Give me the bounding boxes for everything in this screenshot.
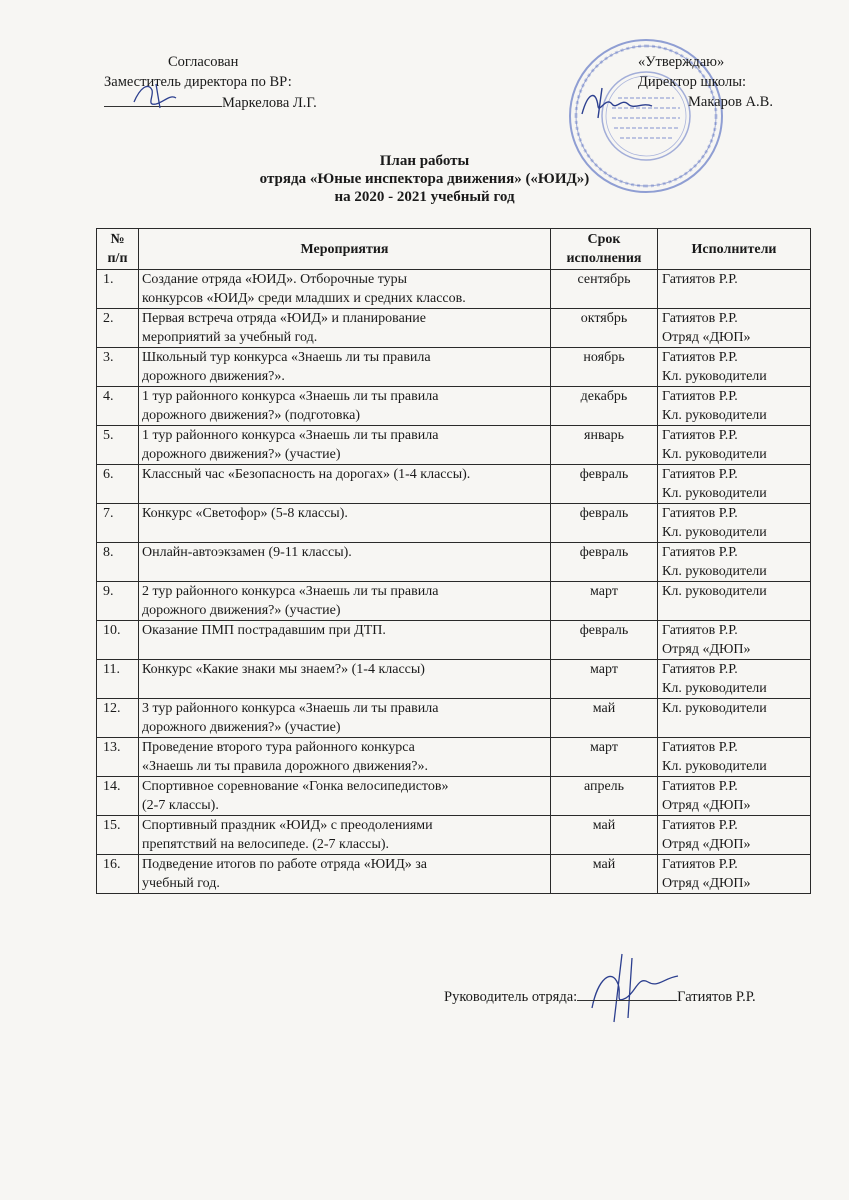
title-line-1: План работы [379, 153, 470, 169]
row-term: февраль [551, 543, 658, 582]
row-executor-line-1: Гатиятов Р.Р. [662, 818, 738, 833]
row-event-line-1: Школьный тур конкурса «Знаешь ли ты правила [142, 350, 431, 365]
row-term: сентябрь [551, 270, 658, 309]
document-title [0, 152, 849, 206]
row-executor-line-2: Кл. руководители [662, 369, 767, 384]
row-term: май [551, 699, 658, 738]
row-executors [658, 387, 811, 426]
row-executor-line-1: Гатиятов Р.Р. [662, 428, 738, 443]
row-executors [658, 504, 811, 543]
row-executors [658, 855, 811, 894]
table-row [97, 348, 811, 387]
row-event [139, 660, 551, 699]
row-event [139, 348, 551, 387]
row-event-line-2: препятствий на велосипеде. (2-7 классы). [142, 837, 390, 852]
row-number: 15. [97, 816, 139, 855]
row-event-line-1: Спортивное соревнование «Гонка велосипедистов» [142, 779, 449, 794]
row-event-line-1: Оказание ПМП пострадавшим при ДТП. [142, 623, 386, 638]
row-event-line-2: дорожного движения?». [142, 369, 285, 384]
row-event-line-1: Конкурс «Какие знаки мы знаем?» (1-4 классы) [142, 662, 425, 677]
row-term: декабрь [551, 387, 658, 426]
row-executors [658, 738, 811, 777]
row-number: 10. [97, 621, 139, 660]
row-event-line-2: «Знаешь ли ты правила дорожного движения?». [142, 759, 429, 774]
row-event-line-1: 3 тур районного конкурса «Знаешь ли ты правила [142, 701, 439, 716]
row-executor-line-1: Кл. руководители [662, 584, 767, 599]
row-executor-line-2: Отряд «ДЮП» [662, 330, 751, 345]
row-executors [658, 543, 811, 582]
row-number: 7. [97, 504, 139, 543]
row-term: май [551, 855, 658, 894]
row-event [139, 621, 551, 660]
row-number: 3. [97, 348, 139, 387]
row-event [139, 816, 551, 855]
row-event-line-1: Создание отряда «ЮИД». Отборочные туры [142, 272, 408, 287]
row-event-line-2: конкурсов «ЮИД» среди младших и средних классов. [142, 291, 466, 306]
row-executor-line-2: Кл. руководители [662, 681, 767, 696]
row-executor-line-1: Гатиятов Р.Р. [662, 740, 738, 755]
row-term: март [551, 660, 658, 699]
table-row [97, 816, 811, 855]
row-executor-line-2: Отряд «ДЮП» [662, 876, 751, 891]
table-row [97, 543, 811, 582]
table-row [97, 387, 811, 426]
row-number: 1. [97, 270, 139, 309]
row-event-line-1: 1 тур районного конкурса «Знаешь ли ты правила [142, 428, 439, 443]
row-term: март [551, 738, 658, 777]
header-event: Мероприятия [139, 229, 551, 270]
row-event [139, 387, 551, 426]
row-executor-line-2: Отряд «ДЮП» [662, 798, 751, 813]
row-executor-line-1: Гатиятов Р.Р. [662, 506, 738, 521]
table-row [97, 621, 811, 660]
footer-signer: Гатиятов Р.Р. [677, 989, 756, 1005]
row-event-line-1: Классный час «Безопасность на дорогах» (1-4 классы). [142, 467, 471, 482]
row-event [139, 504, 551, 543]
row-executor-line-2: Кл. руководители [662, 759, 767, 774]
header-term: Срок исполнения [551, 229, 658, 270]
row-event-line-2: дорожного движения?» (участие) [142, 447, 341, 462]
approval-right-block [638, 52, 773, 112]
row-event-line-2: дорожного движения?» (участие) [142, 720, 341, 735]
row-term: февраль [551, 465, 658, 504]
row-executor-line-1: Гатиятов Р.Р. [662, 623, 738, 638]
table-body [97, 270, 811, 894]
row-executors [658, 777, 811, 816]
approval-left-position: Заместитель директора по ВР: [104, 74, 292, 90]
row-event [139, 582, 551, 621]
row-executor-line-1: Гатиятов Р.Р. [662, 311, 738, 326]
row-event-line-2: мероприятий за учебный год. [142, 330, 318, 345]
row-executor-line-2: Кл. руководители [662, 525, 767, 540]
row-event [139, 855, 551, 894]
row-event-line-1: 1 тур районного конкурса «Знаешь ли ты правила [142, 389, 439, 404]
footer-label: Руководитель отряда: [444, 989, 578, 1005]
row-event-line-1: Проведение второго тура районного конкурса [142, 740, 415, 755]
row-event-line-2: дорожного движения?» (участие) [142, 603, 341, 618]
approval-right-position: Директор школы: [638, 74, 746, 90]
row-number: 11. [97, 660, 139, 699]
row-term: январь [551, 426, 658, 465]
work-plan-table [96, 228, 811, 894]
row-executor-line-1: Гатиятов Р.Р. [662, 272, 738, 287]
row-number: 4. [97, 387, 139, 426]
row-executors [658, 582, 811, 621]
row-event-line-1: Первая встреча отряда «ЮИД» и планирование [142, 311, 426, 326]
table-row [97, 777, 811, 816]
table-row [97, 855, 811, 894]
row-event [139, 699, 551, 738]
row-event [139, 738, 551, 777]
table-row [97, 699, 811, 738]
row-number: 16. [97, 855, 139, 894]
row-executor-line-1: Гатиятов Р.Р. [662, 779, 738, 794]
row-executor-line-2: Кл. руководители [662, 408, 767, 423]
row-event [139, 426, 551, 465]
row-executor-line-1: Гатиятов Р.Р. [662, 350, 738, 365]
row-number: 8. [97, 543, 139, 582]
row-term: март [551, 582, 658, 621]
row-number: 6. [97, 465, 139, 504]
row-executor-line-1: Гатиятов Р.Р. [662, 467, 738, 482]
table-row [97, 309, 811, 348]
row-event-line-2: дорожного движения?» (подготовка) [142, 408, 360, 423]
table-header-row [97, 229, 811, 270]
row-executor-line-2: Кл. руководители [662, 564, 767, 579]
table-row [97, 465, 811, 504]
signature-left-image [126, 78, 196, 112]
row-executor-line-2: Кл. руководители [662, 486, 767, 501]
row-executor-line-2: Отряд «ДЮП» [662, 837, 751, 852]
row-executors [658, 270, 811, 309]
approval-right-heading: «Утверждаю» [638, 54, 725, 70]
row-number: 2. [97, 309, 139, 348]
row-event [139, 270, 551, 309]
row-event [139, 309, 551, 348]
row-executors [658, 621, 811, 660]
row-event-line-1: 2 тур районного конкурса «Знаешь ли ты правила [142, 584, 439, 599]
approval-left-heading: Согласован [168, 54, 239, 70]
row-executors [658, 426, 811, 465]
footer-signature-line [577, 986, 677, 1001]
row-executors [658, 348, 811, 387]
row-term: ноябрь [551, 348, 658, 387]
row-term: февраль [551, 621, 658, 660]
row-event-line-1: Онлайн-автоэкзамен (9-11 классы). [142, 545, 352, 560]
row-executors [658, 699, 811, 738]
title-line-2: отряда «Юные инспектора движения» («ЮИД») [259, 171, 590, 187]
row-executor-line-1: Гатиятов Р.Р. [662, 389, 738, 404]
header-executors: Исполнители [658, 229, 811, 270]
row-event-line-2: (2-7 классы). [142, 798, 219, 813]
table-row [97, 582, 811, 621]
row-executors [658, 660, 811, 699]
row-executors [658, 309, 811, 348]
row-term: октябрь [551, 309, 658, 348]
row-term: апрель [551, 777, 658, 816]
row-term: май [551, 816, 658, 855]
row-event [139, 465, 551, 504]
row-executors [658, 465, 811, 504]
row-event-line-1: Конкурс «Светофор» (5-8 классы). [142, 506, 348, 521]
table-row [97, 504, 811, 543]
row-event-line-1: Подведение итогов по работе отряда «ЮИД» за [142, 857, 428, 872]
signature-line [104, 92, 222, 107]
approval-left-signature-line [104, 92, 317, 113]
table-row [97, 738, 811, 777]
row-executor-line-2: Отряд «ДЮП» [662, 642, 751, 657]
row-number: 12. [97, 699, 139, 738]
table-row [97, 426, 811, 465]
row-event [139, 777, 551, 816]
row-event-line-2: учебный год. [142, 876, 220, 891]
row-executor-line-1: Гатиятов Р.Р. [662, 662, 738, 677]
footer-signature-block [444, 986, 756, 1006]
row-number: 9. [97, 582, 139, 621]
row-event [139, 543, 551, 582]
approval-right-signer: Макаров А.В. [688, 94, 773, 110]
row-executor-line-2: Кл. руководители [662, 447, 767, 462]
row-executor-line-1: Гатиятов Р.Р. [662, 545, 738, 560]
approval-left-signer: Маркелова Л.Г. [222, 95, 317, 111]
row-executor-line-1: Гатиятов Р.Р. [662, 857, 738, 872]
row-executor-line-1: Кл. руководители [662, 701, 767, 716]
approval-left-block [104, 52, 317, 113]
row-number: 14. [97, 777, 139, 816]
table-row [97, 270, 811, 309]
row-number: 5. [97, 426, 139, 465]
row-number: 13. [97, 738, 139, 777]
row-event-line-1: Спортивный праздник «ЮИД» с преодолениями [142, 818, 433, 833]
title-line-3: на 2020 - 2021 учебный год [334, 189, 515, 205]
table-row [97, 660, 811, 699]
header-number: № п/п [97, 229, 139, 270]
row-term: февраль [551, 504, 658, 543]
row-executors [658, 816, 811, 855]
